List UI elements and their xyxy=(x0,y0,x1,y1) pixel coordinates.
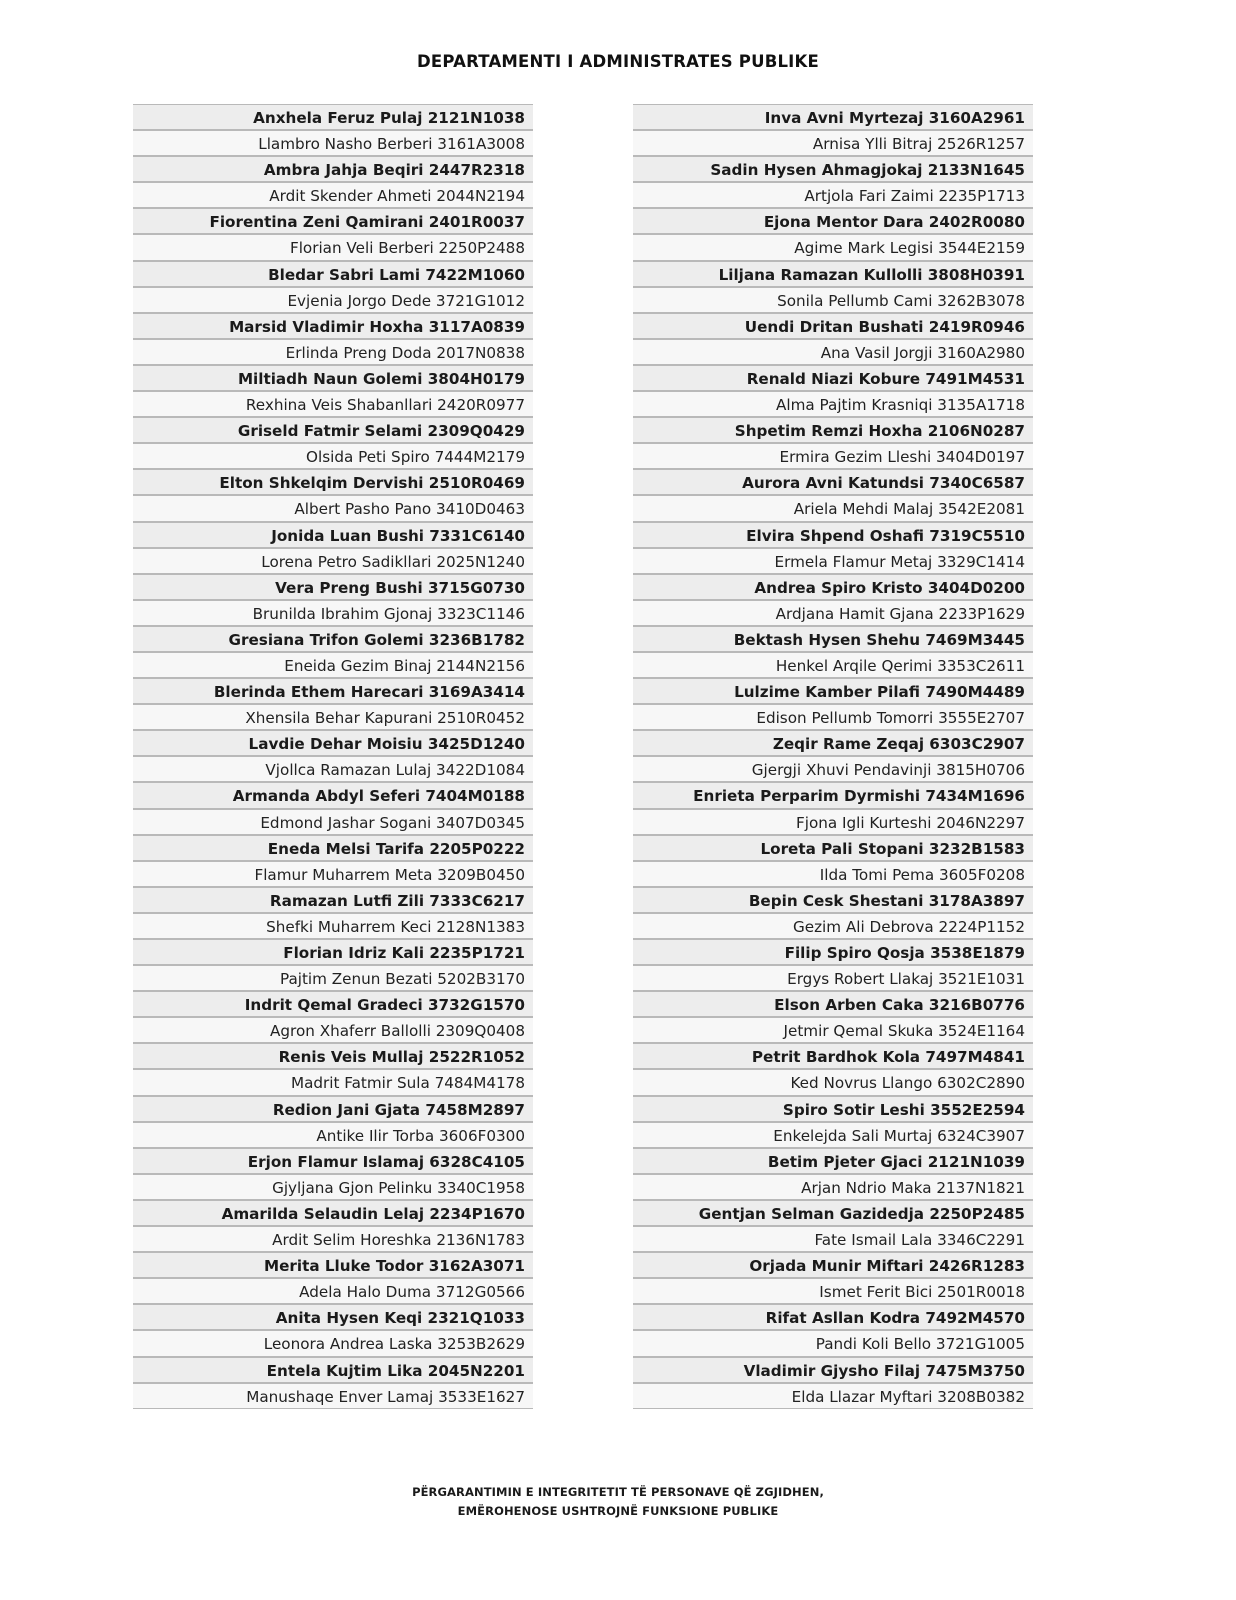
list-item: Albert Pasho Pano 3410D0463 xyxy=(133,495,533,521)
list-item: Florian Veli Berberi 2250P2488 xyxy=(133,234,533,260)
list-item: Ardit Skender Ahmeti 2044N2194 xyxy=(133,182,533,208)
list-item: Blerinda Ethem Harecari 3169A3414 xyxy=(133,678,533,704)
list-item: Zeqir Rame Zeqaj 6303C2907 xyxy=(633,730,1033,756)
list-item: Jonida Luan Bushi 7331C6140 xyxy=(133,522,533,548)
list-item: Antike Ilir Torba 3606F0300 xyxy=(133,1122,533,1148)
list-item: Xhensila Behar Kapurani 2510R0452 xyxy=(133,704,533,730)
list-item: Ambra Jahja Beqiri 2447R2318 xyxy=(133,156,533,182)
list-item: Elton Shkelqim Dervishi 2510R0469 xyxy=(133,469,533,495)
list-item: Fiorentina Zeni Qamirani 2401R0037 xyxy=(133,208,533,234)
list-item: Petrit Bardhok Kola 7497M4841 xyxy=(633,1043,1033,1069)
list-item: Ardit Selim Horeshka 2136N1783 xyxy=(133,1226,533,1252)
list-item: Henkel Arqile Qerimi 3353C2611 xyxy=(633,652,1033,678)
list-item: Sadin Hysen Ahmagjokaj 2133N1645 xyxy=(633,156,1033,182)
list-item: Bektash Hysen Shehu 7469M3445 xyxy=(633,626,1033,652)
list-item: Fate Ismail Lala 3346C2291 xyxy=(633,1226,1033,1252)
list-item: Flamur Muharrem Meta 3209B0450 xyxy=(133,861,533,887)
footer-line-1: PËRGARANTIMIN E INTEGRITETIT TË PERSONAVE QË ZGJIDHEN, xyxy=(412,1485,824,1499)
list-item: Ermira Gezim Lleshi 3404D0197 xyxy=(633,443,1033,469)
list-item: Bledar Sabri Lami 7422M1060 xyxy=(133,261,533,287)
list-item: Griseld Fatmir Selami 2309Q0429 xyxy=(133,417,533,443)
list-item: Uendi Dritan Bushati 2419R0946 xyxy=(633,313,1033,339)
list-item: Florian Idriz Kali 2235P1721 xyxy=(133,939,533,965)
list-item: Eneida Gezim Binaj 2144N2156 xyxy=(133,652,533,678)
list-item: Amarilda Selaudin Lelaj 2234P1670 xyxy=(133,1200,533,1226)
list-item: Madrit Fatmir Sula 7484M4178 xyxy=(133,1069,533,1095)
list-item: Ismet Ferit Bici 2501R0018 xyxy=(633,1278,1033,1304)
list-item: Gjergji Xhuvi Pendavinji 3815H0706 xyxy=(633,756,1033,782)
list-item: Vladimir Gjysho Filaj 7475M3750 xyxy=(633,1357,1033,1383)
list-item: Merita Lluke Todor 3162A3071 xyxy=(133,1252,533,1278)
list-item: Enrieta Perparim Dyrmishi 7434M1696 xyxy=(633,782,1033,808)
list-item: Elson Arben Caka 3216B0776 xyxy=(633,991,1033,1017)
list-item: Shpetim Remzi Hoxha 2106N0287 xyxy=(633,417,1033,443)
list-item: Loreta Pali Stopani 3232B1583 xyxy=(633,835,1033,861)
list-item: Pajtim Zenun Bezati 5202B3170 xyxy=(133,965,533,991)
list-item: Ejona Mentor Dara 2402R0080 xyxy=(633,208,1033,234)
list-item: Enkelejda Sali Murtaj 6324C3907 xyxy=(633,1122,1033,1148)
list-item: Artjola Fari Zaimi 2235P1713 xyxy=(633,182,1033,208)
list-item: Erlinda Preng Doda 2017N0838 xyxy=(133,339,533,365)
list-item: Lorena Petro Sadikllari 2025N1240 xyxy=(133,548,533,574)
list-item: Ana Vasil Jorgji 3160A2980 xyxy=(633,339,1033,365)
list-item: Pandi Koli Bello 3721G1005 xyxy=(633,1330,1033,1356)
list-item: Agime Mark Legisi 3544E2159 xyxy=(633,234,1033,260)
list-item: Armanda Abdyl Seferi 7404M0188 xyxy=(133,782,533,808)
list-item: Edmond Jashar Sogani 3407D0345 xyxy=(133,809,533,835)
list-item: Anxhela Feruz Pulaj 2121N1038 xyxy=(133,104,533,130)
list-item: Miltiadh Naun Golemi 3804H0179 xyxy=(133,365,533,391)
list-item: Anita Hysen Keqi 2321Q1033 xyxy=(133,1304,533,1330)
list-item: Gezim Ali Debrova 2224P1152 xyxy=(633,913,1033,939)
list-item: Rifat Asllan Kodra 7492M4570 xyxy=(633,1304,1033,1330)
list-item: Redion Jani Gjata 7458M2897 xyxy=(133,1096,533,1122)
list-item: Aurora Avni Katundsi 7340C6587 xyxy=(633,469,1033,495)
list-item: Ergys Robert Llakaj 3521E1031 xyxy=(633,965,1033,991)
list-item: Olsida Peti Spiro 7444M2179 xyxy=(133,443,533,469)
list-item: Bepin Cesk Shestani 3178A3897 xyxy=(633,887,1033,913)
list-item: Arnisa Ylli Bitraj 2526R1257 xyxy=(633,130,1033,156)
list-item: Agron Xhaferr Ballolli 2309Q0408 xyxy=(133,1017,533,1043)
footer-line-2: EMËROHENOSE USHTROJNË FUNKSIONE PUBLIKE xyxy=(457,1504,779,1518)
list-item: Erjon Flamur Islamaj 6328C4105 xyxy=(133,1148,533,1174)
list-item: Edison Pellumb Tomorri 3555E2707 xyxy=(633,704,1033,730)
name-list-columns xyxy=(133,104,1033,1409)
list-item: Jetmir Qemal Skuka 3524E1164 xyxy=(633,1017,1033,1043)
list-item: Lavdie Dehar Moisiu 3425D1240 xyxy=(133,730,533,756)
list-item: Orjada Munir Miftari 2426R1283 xyxy=(633,1252,1033,1278)
list-item: Arjan Ndrio Maka 2137N1821 xyxy=(633,1174,1033,1200)
page-title: DEPARTAMENTI I ADMINISTRATES PUBLIKE xyxy=(417,52,819,71)
list-item: Ariela Mehdi Malaj 3542E2081 xyxy=(633,495,1033,521)
list-item: Ramazan Lutfi Zili 7333C6217 xyxy=(133,887,533,913)
list-item: Gjyljana Gjon Pelinku 3340C1958 xyxy=(133,1174,533,1200)
list-item: Andrea Spiro Kristo 3404D0200 xyxy=(633,574,1033,600)
list-item: Leonora Andrea Laska 3253B2629 xyxy=(133,1330,533,1356)
page-footer xyxy=(0,1483,1236,1521)
list-item: Betim Pjeter Gjaci 2121N1039 xyxy=(633,1148,1033,1174)
left-column xyxy=(133,104,533,1409)
list-item: Brunilda Ibrahim Gjonaj 3323C1146 xyxy=(133,600,533,626)
list-item: Entela Kujtim Lika 2045N2201 xyxy=(133,1357,533,1383)
list-item: Sonila Pellumb Cami 3262B3078 xyxy=(633,287,1033,313)
list-item: Gentjan Selman Gazidedja 2250P2485 xyxy=(633,1200,1033,1226)
list-item: Filip Spiro Qosja 3538E1879 xyxy=(633,939,1033,965)
list-item: Elvira Shpend Oshafi 7319C5510 xyxy=(633,522,1033,548)
list-item: Eneda Melsi Tarifa 2205P0222 xyxy=(133,835,533,861)
list-item: Evjenia Jorgo Dede 3721G1012 xyxy=(133,287,533,313)
list-item: Lulzime Kamber Pilafi 7490M4489 xyxy=(633,678,1033,704)
list-item: Manushaqe Enver Lamaj 3533E1627 xyxy=(133,1383,533,1409)
list-item: Renald Niazi Kobure 7491M4531 xyxy=(633,365,1033,391)
list-item: Spiro Sotir Leshi 3552E2594 xyxy=(633,1096,1033,1122)
right-column xyxy=(633,104,1033,1409)
list-item: Alma Pajtim Krasniqi 3135A1718 xyxy=(633,391,1033,417)
list-item: Ardjana Hamit Gjana 2233P1629 xyxy=(633,600,1033,626)
list-item: Vjollca Ramazan Lulaj 3422D1084 xyxy=(133,756,533,782)
list-item: Ilda Tomi Pema 3605F0208 xyxy=(633,861,1033,887)
list-item: Ermela Flamur Metaj 3329C1414 xyxy=(633,548,1033,574)
list-item: Fjona Igli Kurteshi 2046N2297 xyxy=(633,809,1033,835)
list-item: Elda Llazar Myftari 3208B0382 xyxy=(633,1383,1033,1409)
list-item: Gresiana Trifon Golemi 3236B1782 xyxy=(133,626,533,652)
list-item: Indrit Qemal Gradeci 3732G1570 xyxy=(133,991,533,1017)
list-item: Shefki Muharrem Keci 2128N1383 xyxy=(133,913,533,939)
list-item: Renis Veis Mullaj 2522R1052 xyxy=(133,1043,533,1069)
list-item: Liljana Ramazan Kullolli 3808H0391 xyxy=(633,261,1033,287)
list-item: Rexhina Veis Shabanllari 2420R0977 xyxy=(133,391,533,417)
list-item: Vera Preng Bushi 3715G0730 xyxy=(133,574,533,600)
list-item: Ked Novrus Llango 6302C2890 xyxy=(633,1069,1033,1095)
list-item: Llambro Nasho Berberi 3161A3008 xyxy=(133,130,533,156)
list-item: Marsid Vladimir Hoxha 3117A0839 xyxy=(133,313,533,339)
list-item: Adela Halo Duma 3712G0566 xyxy=(133,1278,533,1304)
list-item: Inva Avni Myrtezaj 3160A2961 xyxy=(633,104,1033,130)
